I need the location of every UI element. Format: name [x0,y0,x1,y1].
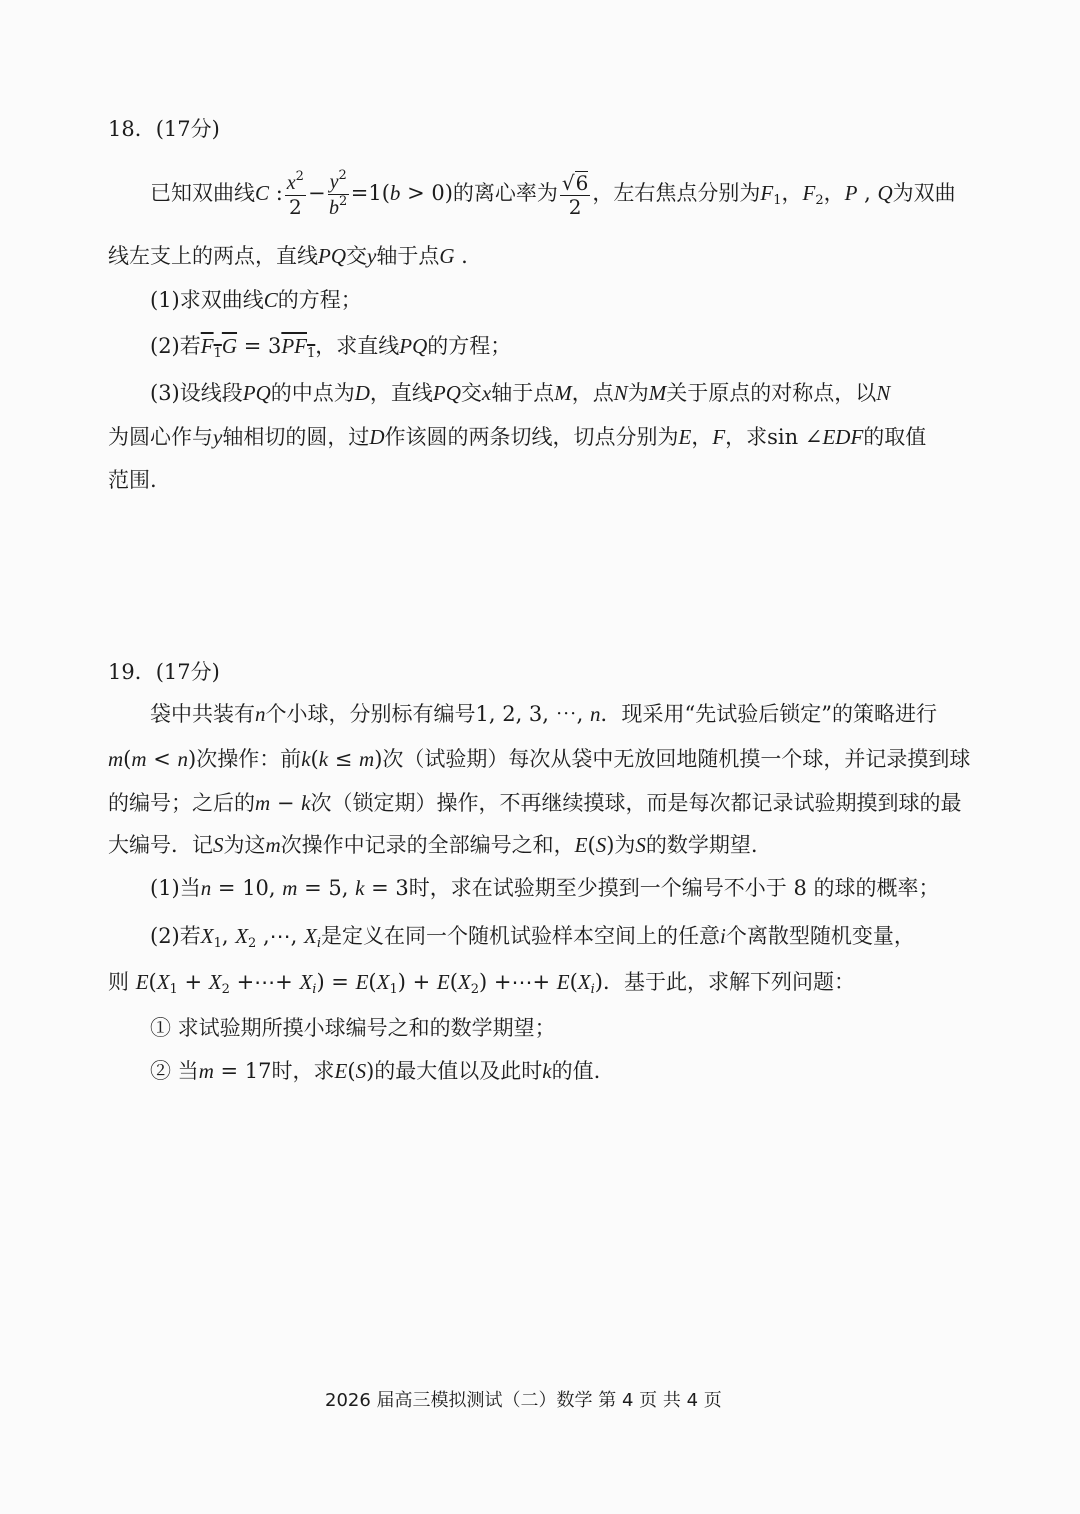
q19-line-1: 袋中共装有n个小球，分别标有编号1, 2, 3, ⋯, n．现采用“先试验后锁定”的策略进行 [150,702,937,726]
q19-line-3: 的编号；之后的m − k次（锁定期）操作，不再继续摸球，而是每次都记录试验期摸到球的最 [108,791,962,815]
q18-line-1: 已知双曲线C : $\frac{x^2}{2}$ − $\frac{y^2}{b^2}$ =1(b > 0)的离心率为 $\frac{√6}{2}$ ，左右焦点分别为$F_1$，$F_2$，P , Q为双曲 [150,168,956,219]
question-18-header: 18．(17分) [108,117,220,141]
q18-part-3-line-1: (3)设线段PQ的中点为D，直线PQ交x轴于点M，点N为M关于原点的对称点，以N [150,381,891,405]
q18-line-2: 线左支上的两点，直线PQ交y轴于点G . [108,244,468,268]
q19-sub-1: ① 求试验期所摸小球编号之和的数学期望； [150,1016,556,1040]
q18-part-2: (2)若$F_1G = 3PF_1$，求直线PQ的方程； [150,334,512,361]
q19-part-2-line-2: 则 $E(X_1 + X_2$ +⋯+ $X_i) = E(X_1) + E(X_2)$ +⋯+ $E(X_i)$．基于此，求解下列问题： [108,970,855,997]
q19-line-2: m(m < n)次操作：前k(k ≤ m)次（试验期）每次从袋中无放回地随机摸一个球，并记录摸到球 [108,747,971,771]
q19-part-1: (1)当n = 10, m = 5, k = 3时，求在试验期至少摸到一个编号不小于 8 的球的概率； [150,876,940,900]
q18-part-3-line-3: 范围. [108,468,157,492]
q19-sub-2: ② 当m = 17时，求E(S)的最大值以及此时k的值. [150,1059,601,1083]
page-footer: 2026 届高三模拟测试（二）数学 第 4 页 共 4 页 [325,1390,722,1411]
question-19-header: 19．(17分) [108,660,220,684]
q19-line-4: 大编号．记S为这m次操作中记录的全部编号之和，E(S)为S的数学期望. [108,833,758,857]
q19-part-2-line-1: (2)若$X_1$, $X_2$ ,⋯, $X_i$是定义在同一个随机试验样本空间上的任意i个离散型随机变量， [150,924,915,951]
q18-part-1: (1)求双曲线C的方程； [150,288,362,312]
q18-part-3-line-2: 为圆心作与y轴相切的圆，过D作该圆的两条切线，切点分别为E，F，求sin ∠EDF的取值 [108,425,927,449]
